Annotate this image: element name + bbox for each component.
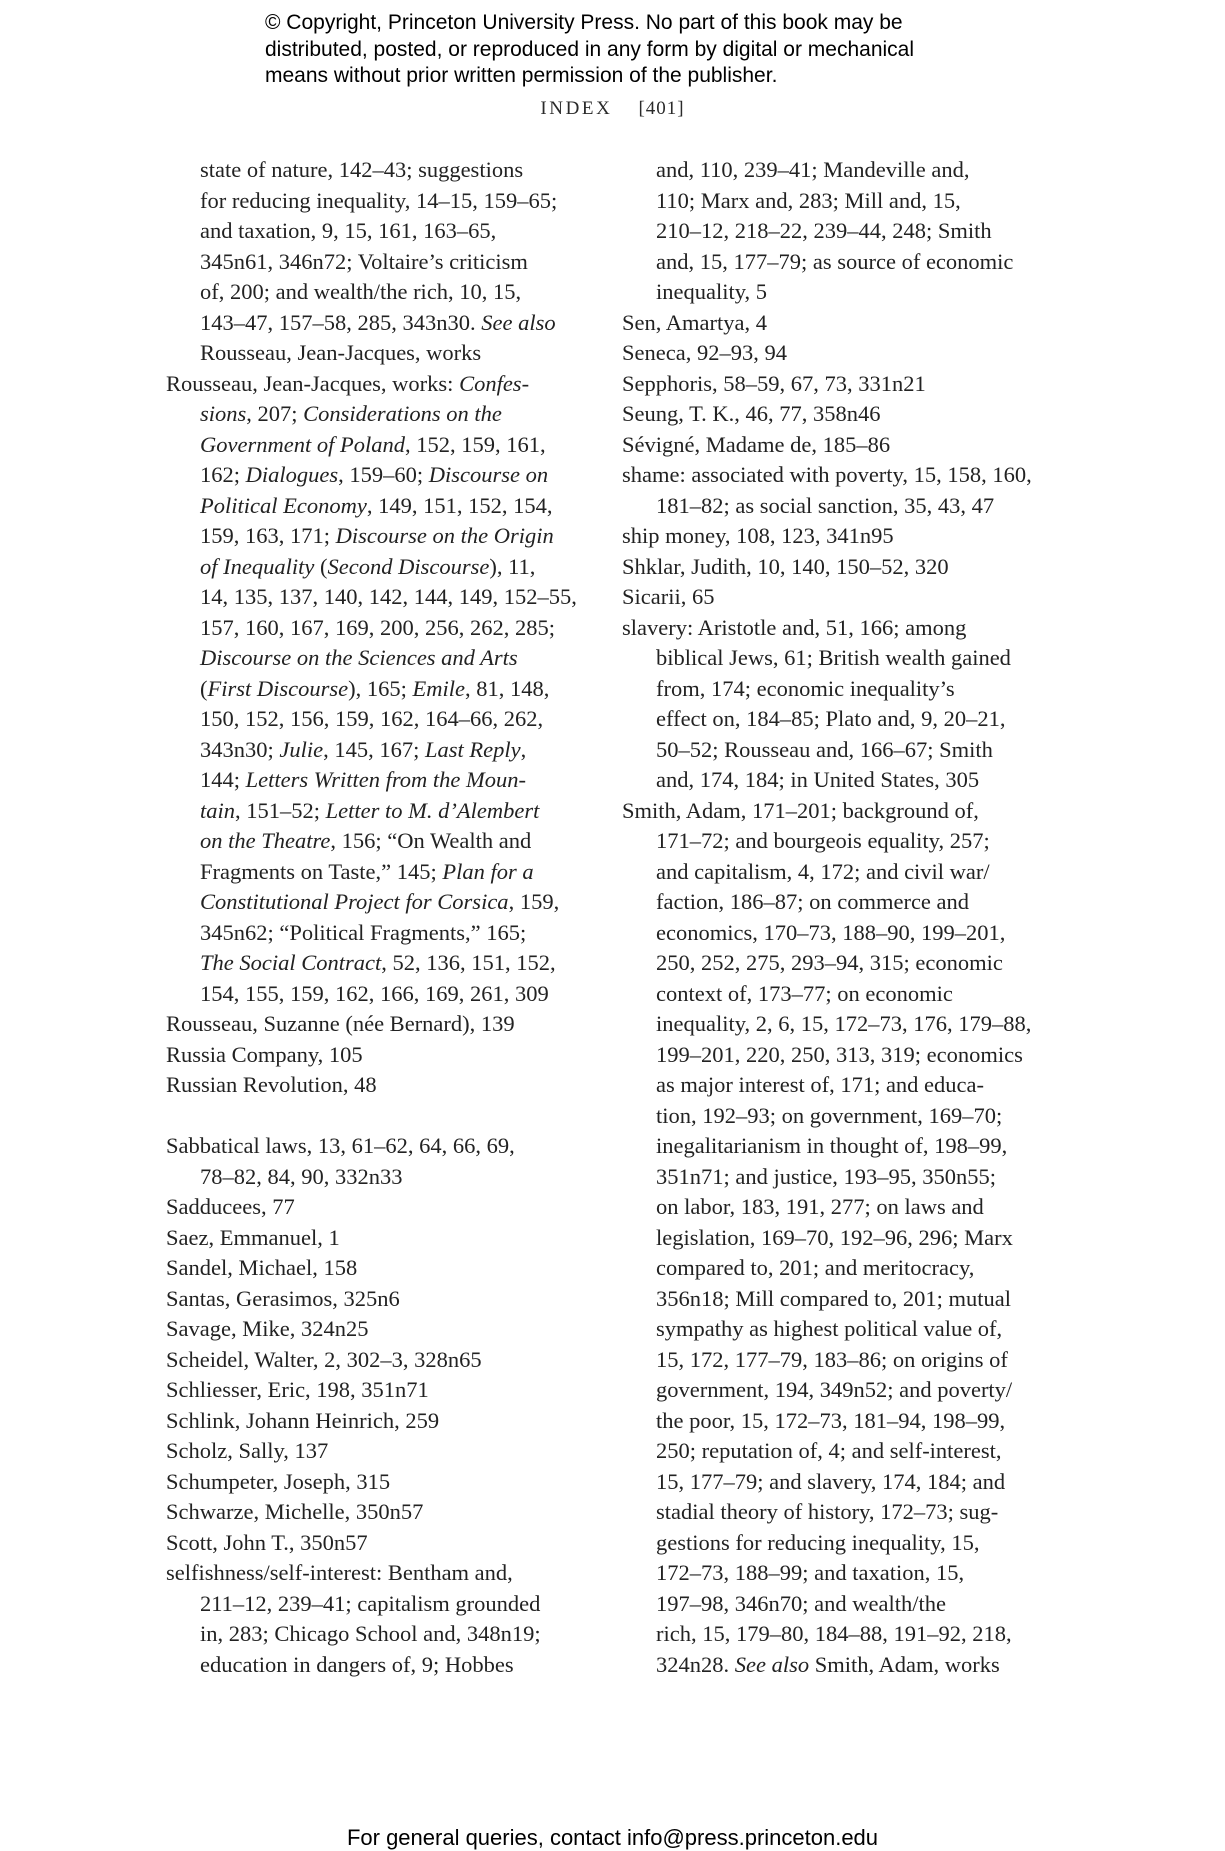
index-entry-continuation xyxy=(622,1345,1052,1376)
index-entry-continuation xyxy=(622,1162,1052,1193)
entry-text: inegalitarianism in thought of, 198–99, xyxy=(656,1133,1008,1158)
italic-title: Dialogues xyxy=(245,462,339,487)
entry-text: Shklar, Judith, 10, 140, 150–52, 320 xyxy=(622,553,949,579)
entry-text: and, 15, 177–79; as source of economic xyxy=(656,248,1014,274)
index-entry xyxy=(622,369,1052,400)
entry-text: Sepphoris, 58–59, 67, 73, 331n21 xyxy=(622,370,926,396)
index-entry-continuation xyxy=(166,216,586,247)
index-entry-continuation xyxy=(622,887,1052,918)
entry-text: , 152, 159, 161, xyxy=(404,431,546,457)
index-entry-continuation xyxy=(166,460,586,491)
italic-title: tain xyxy=(200,797,236,823)
entry-text: 159, 163, 171; xyxy=(200,523,336,548)
index-entry xyxy=(166,1314,586,1345)
entry-text: Schwarze, Michelle, 350n57 xyxy=(166,1499,424,1524)
entry-text: Sandel, Michael, 158 xyxy=(166,1255,358,1280)
index-entry xyxy=(622,460,1052,491)
entry-text: Schliesser, Eric, 198, 351n71 xyxy=(166,1377,429,1402)
entry-text: 345n61, 346n72; Voltaire’s criticism xyxy=(200,248,528,274)
entry-text: inequality, 2, 6, 15, 172–73, 176, 179–88, xyxy=(656,1011,1032,1036)
entry-text: Rousseau, Suzanne (née Bernard), 139 xyxy=(166,1011,515,1036)
index-entry-continuation xyxy=(166,1589,586,1620)
index-entry xyxy=(166,1284,586,1315)
index-entry xyxy=(166,1345,586,1376)
index-entry-continuation xyxy=(166,186,586,217)
index-entry-continuation xyxy=(622,1406,1052,1437)
entry-text: Seneca, 92–93, 94 xyxy=(622,340,787,365)
index-entry-continuation xyxy=(622,1497,1052,1528)
entry-text: ( xyxy=(200,675,208,701)
italic-title: See also xyxy=(481,309,556,335)
entry-text: Savage, Mike, 324n25 xyxy=(166,1316,369,1341)
entry-text: Seung, T. K., 46, 77, 358n46 xyxy=(622,401,881,426)
index-entry-continuation xyxy=(166,857,586,888)
index-entry xyxy=(622,613,1052,644)
entry-text: , 207; xyxy=(246,401,304,426)
entry-text: and, 110, 239–41; Mandeville and, xyxy=(656,157,970,182)
entry-text: Sen, Amartya, 4 xyxy=(622,309,767,335)
index-entry-continuation xyxy=(622,1314,1052,1345)
entry-text: Sévigné, Madame de, 185–86 xyxy=(622,431,891,457)
entry-text: 250; reputation of, 4; and self-interest, xyxy=(656,1438,1002,1463)
index-entry-continuation xyxy=(622,735,1052,766)
entry-text: Russian Revolution, 48 xyxy=(166,1072,377,1097)
italic-title: sions xyxy=(200,401,247,426)
letter-group-spacer xyxy=(166,1101,586,1132)
entry-text: state of nature, 142–43; suggestions xyxy=(200,157,524,182)
index-entry-continuation xyxy=(166,399,586,430)
index-entry xyxy=(166,369,586,400)
entry-text: 250, 252, 275, 293–94, 315; economic xyxy=(656,950,1003,975)
index-entry xyxy=(622,521,1052,552)
entry-text: , 52, 136, 151, 152, xyxy=(381,950,556,975)
index-entry-continuation xyxy=(166,826,586,857)
italic-title: Confes- xyxy=(459,370,530,396)
index-entry xyxy=(166,1070,586,1101)
entry-text: Russia Company, 105 xyxy=(166,1041,363,1067)
page-number: [401] xyxy=(638,98,685,119)
entry-text: Sadducees, 77 xyxy=(166,1194,295,1219)
entry-text: Schumpeter, Joseph, 315 xyxy=(166,1468,391,1494)
entry-text: 14, 135, 137, 140, 142, 144, 149, 152–55, xyxy=(200,584,577,609)
index-entry-continuation xyxy=(166,1650,586,1681)
index-entry-continuation xyxy=(622,186,1052,217)
entry-text: Rousseau, Jean-Jacques, works: xyxy=(166,370,460,396)
index-entry-continuation xyxy=(622,1650,1052,1681)
entry-text: Smith, Adam, works xyxy=(809,1651,1000,1677)
index-entry-continuation xyxy=(622,674,1052,705)
index-entry-continuation xyxy=(166,308,586,339)
entry-text: Rousseau, Jean-Jacques, works xyxy=(200,340,482,365)
index-entry-continuation xyxy=(622,948,1052,979)
index-entry-continuation xyxy=(166,338,586,369)
index-entry xyxy=(166,1192,586,1223)
copyright-notice xyxy=(265,10,985,90)
index-entry-continuation xyxy=(622,1253,1052,1284)
entry-text: , 145, 167; xyxy=(323,736,426,762)
entry-text: rich, 15, 179–80, 184–88, 191–92, 218, xyxy=(656,1621,1012,1646)
entry-text: education in dangers of, 9; Hobbes xyxy=(200,1651,514,1677)
entry-text: , xyxy=(520,736,527,762)
index-entry-continuation xyxy=(166,735,586,766)
entry-text: effect on, 184–85; Plato and, 9, 20–21, xyxy=(656,706,1006,731)
index-entry xyxy=(166,1040,586,1071)
entry-text: of, 200; and wealth/the rich, 10, 15, xyxy=(200,279,522,304)
entry-text: Saez, Emmanuel, 1 xyxy=(166,1224,340,1250)
index-entry-continuation xyxy=(166,979,586,1010)
entry-text: ), 11, xyxy=(489,553,536,579)
entry-text: 50–52; Rousseau and, 166–67; Smith xyxy=(656,736,993,762)
index-entry-continuation xyxy=(166,430,586,461)
entry-text: Scott, John T., 350n57 xyxy=(166,1529,368,1555)
index-entry-continuation xyxy=(622,1101,1052,1132)
entry-text: Sabbatical laws, 13, 61–62, 64, 66, 69, xyxy=(166,1133,515,1158)
entry-text: 172–73, 188–99; and taxation, 15, xyxy=(656,1560,965,1585)
italic-title: Discourse on the Origin xyxy=(335,523,554,548)
entry-text: 15, 177–79; and slavery, 174, 184; and xyxy=(656,1468,1006,1494)
entry-text: government, 194, 349n52; and poverty/ xyxy=(656,1377,1013,1402)
italic-title: Second Discourse xyxy=(327,553,490,579)
entry-text: tion, 192–93; on government, 169–70; xyxy=(656,1102,1003,1128)
italic-title: of Inequality xyxy=(200,553,315,579)
index-entry-continuation xyxy=(166,704,586,735)
entry-text: inequality, 5 xyxy=(656,279,768,304)
index-entry xyxy=(622,338,1052,369)
index-entry-continuation xyxy=(622,704,1052,735)
index-entry-continuation xyxy=(166,887,586,918)
entry-text: 181–82; as social sanction, 35, 43, 47 xyxy=(656,492,995,518)
index-entry-continuation xyxy=(166,643,586,674)
index-entry xyxy=(166,1009,586,1040)
index-entry-continuation xyxy=(166,948,586,979)
entry-text: , 156; “On Wealth and xyxy=(330,828,532,853)
index-entry-continuation xyxy=(166,796,586,827)
italic-title: Last Reply xyxy=(425,736,521,762)
index-entry xyxy=(166,1223,586,1254)
index-entry-continuation xyxy=(622,1467,1052,1498)
index-entry-continuation xyxy=(622,979,1052,1010)
index-entry-continuation xyxy=(166,552,586,583)
italic-title: on the Theatre xyxy=(200,828,331,853)
entry-text: ), 165; xyxy=(348,675,413,701)
italic-title: Government of Poland xyxy=(200,431,405,457)
entry-text: gestions for reducing inequality, 15, xyxy=(656,1529,980,1555)
index-entry xyxy=(622,399,1052,430)
index-entry-continuation xyxy=(166,491,586,522)
italic-title: Letters Written from the Moun- xyxy=(245,767,527,792)
index-entry xyxy=(166,1406,586,1437)
index-entry xyxy=(622,796,1052,827)
entry-text: Santas, Gerasimos, 325n6 xyxy=(166,1285,400,1311)
entry-text: 150, 152, 156, 159, 162, 164–66, 262, xyxy=(200,706,544,731)
entry-text: 324n28. xyxy=(656,1651,735,1677)
index-entry-continuation xyxy=(166,765,586,796)
index-entry-continuation xyxy=(622,765,1052,796)
index-entry xyxy=(622,308,1052,339)
index-entry-continuation xyxy=(166,613,586,644)
index-entry-continuation xyxy=(622,1223,1052,1254)
entry-text: 210–12, 218–22, 239–44, 248; Smith xyxy=(656,218,992,243)
entry-text: context of, 173–77; on economic xyxy=(656,980,953,1006)
index-entry-continuation xyxy=(622,1436,1052,1467)
index-entry-continuation xyxy=(622,491,1052,522)
entry-text: and taxation, 9, 15, 161, 163–65, xyxy=(200,218,497,243)
entry-text: 351n71; and justice, 193–95, 350n55; xyxy=(656,1163,996,1189)
entry-text: biblical Jews, 61; British wealth gained xyxy=(656,645,1011,670)
index-entry-continuation xyxy=(622,643,1052,674)
index-entry-continuation xyxy=(622,918,1052,949)
italic-title: Political Economy xyxy=(200,492,367,518)
italic-title: Letter to M. d’Alembert xyxy=(325,797,540,823)
index-entry-continuation xyxy=(622,1619,1052,1650)
entry-text: ship money, 108, 123, 341n95 xyxy=(622,523,894,548)
entry-text: 15, 172, 177–79, 183–86; on origins of xyxy=(656,1346,1008,1372)
entry-text: , 159–60; xyxy=(338,462,429,487)
entry-text: 162; xyxy=(200,462,246,487)
entry-text: Smith, Adam, 171–201; background of, xyxy=(622,797,979,823)
index-entry-continuation xyxy=(622,1131,1052,1162)
entry-text: and, 174, 184; in United States, 305 xyxy=(656,767,980,792)
entry-text: 78–82, 84, 90, 332n33 xyxy=(200,1163,403,1189)
entry-text: slavery: Aristotle and, 51, 166; among xyxy=(622,614,967,640)
entry-text: 343n30; xyxy=(200,736,280,762)
index-column-right xyxy=(622,155,1052,1680)
index-entry-continuation xyxy=(166,155,586,186)
entry-text: 143–47, 157–58, 285, 343n30. xyxy=(200,309,482,335)
italic-title: Emile xyxy=(412,675,465,701)
index-entry-continuation xyxy=(622,1070,1052,1101)
italic-title: Considerations on the xyxy=(303,401,502,426)
index-entry xyxy=(166,1253,586,1284)
italic-title: Discourse on the Sciences and Arts xyxy=(200,645,518,670)
index-entry-continuation xyxy=(622,1589,1052,1620)
index-entry-continuation xyxy=(166,674,586,705)
entry-text: , 151–52; xyxy=(235,797,326,823)
index-entry-continuation xyxy=(622,216,1052,247)
entry-text: 356n18; Mill compared to, 201; mutual xyxy=(656,1285,1011,1311)
copyright-line: © Copyright, Princeton University Press. No part of this book may be xyxy=(265,11,903,34)
italic-title: Julie xyxy=(279,736,324,762)
index-entry-continuation xyxy=(166,521,586,552)
index-entry xyxy=(166,1558,586,1589)
italic-title: Plan for a xyxy=(442,858,534,884)
running-head-title: INDEX xyxy=(540,98,613,119)
entry-text: selfishness/self-interest: Bentham and, xyxy=(166,1560,513,1585)
entry-text: 144; xyxy=(200,767,246,792)
entry-text: 211–12, 239–41; capitalism grounded xyxy=(200,1590,541,1616)
index-entry-continuation xyxy=(166,277,586,308)
index-column-left xyxy=(166,155,586,1680)
italic-title: See also xyxy=(734,1651,810,1677)
entry-text: on labor, 183, 191, 277; on laws and xyxy=(656,1194,984,1219)
italic-title: Discourse on xyxy=(428,462,549,487)
entry-text: , 159, xyxy=(508,889,560,914)
entry-text: and capitalism, 4, 172; and civil war/ xyxy=(656,858,990,884)
entry-text: , 81, 148, xyxy=(464,675,550,701)
italic-title: Constitutional Project for Corsica xyxy=(200,889,509,914)
footer-contact: For general queries, contact info@press.princeton.edu xyxy=(346,1825,879,1850)
entry-text: economics, 170–73, 188–90, 199–201, xyxy=(656,919,1006,945)
index-entry xyxy=(166,1497,586,1528)
index-entry-continuation xyxy=(166,918,586,949)
index-entry-continuation xyxy=(622,1284,1052,1315)
entry-text: 197–98, 346n70; and wealth/the xyxy=(656,1590,946,1616)
entry-text: Scheidel, Walter, 2, 302–3, 328n65 xyxy=(166,1346,482,1372)
entry-text: compared to, 201; and meritocracy, xyxy=(656,1255,975,1280)
index-entry-continuation xyxy=(622,1009,1052,1040)
entry-text: the poor, 15, 172–73, 181–94, 198–99, xyxy=(656,1407,1006,1433)
entry-text: from, 174; economic inequality’s xyxy=(656,675,955,701)
entry-text: legislation, 169–70, 192–96, 296; Marx xyxy=(656,1224,1013,1250)
entry-text: 199–201, 220, 250, 313, 319; economics xyxy=(656,1041,1023,1067)
entry-text: , 149, 151, 152, 154, xyxy=(366,492,553,518)
entry-text: in, 283; Chicago School and, 348n19; xyxy=(200,1621,541,1646)
entry-text: 110; Marx and, 283; Mill and, 15, xyxy=(656,187,961,213)
entry-text: Sicarii, 65 xyxy=(622,584,715,609)
entry-text: 154, 155, 159, 162, 166, 169, 261, 309 xyxy=(200,980,549,1006)
index-entry-continuation xyxy=(622,1558,1052,1589)
index-entry xyxy=(166,1528,586,1559)
index-entry-continuation xyxy=(622,247,1052,278)
index-entry-continuation xyxy=(622,826,1052,857)
entry-text: sympathy as highest political value of, xyxy=(656,1316,1003,1341)
running-head xyxy=(0,98,1225,120)
index-entry-continuation xyxy=(622,1040,1052,1071)
entry-text: 171–72; and bourgeois equality, 257; xyxy=(656,828,990,853)
index-entry xyxy=(166,1467,586,1498)
entry-text: for reducing inequality, 14–15, 159–65; xyxy=(200,187,558,213)
index-entry-continuation xyxy=(622,277,1052,308)
index-entry-continuation xyxy=(166,1619,586,1650)
entry-text: ( xyxy=(314,553,328,579)
index-entry xyxy=(622,430,1052,461)
entry-text: Scholz, Sally, 137 xyxy=(166,1438,329,1463)
index-entry-continuation xyxy=(166,582,586,613)
index-entry-continuation xyxy=(622,1192,1052,1223)
index-entry-continuation xyxy=(622,155,1052,186)
entry-text: shame: associated with poverty, 15, 158, 160, xyxy=(622,462,1032,487)
entry-text: 157, 160, 167, 169, 200, 256, 262, 285; xyxy=(200,614,556,640)
italic-title: First Discourse xyxy=(207,675,349,701)
index-entry-continuation xyxy=(166,247,586,278)
index-entry-continuation xyxy=(622,1528,1052,1559)
index-entry xyxy=(166,1131,586,1162)
entry-text: faction, 186–87; on commerce and xyxy=(656,889,970,914)
entry-text: Fragments on Taste,” 145; xyxy=(200,858,443,884)
index-entry-continuation xyxy=(166,1162,586,1193)
entry-text: 345n62; “Political Fragments,” 165; xyxy=(200,919,527,945)
copyright-line: means without prior written permission of the publisher. xyxy=(265,64,778,87)
copyright-line: distributed, posted, or reproduced in any form by digital or mechanical xyxy=(265,37,915,61)
index-entry xyxy=(622,582,1052,613)
entry-text: stadial theory of history, 172–73; sug- xyxy=(656,1499,999,1524)
italic-title: The Social Contract xyxy=(200,950,382,975)
entry-text: as major interest of, 171; and educa- xyxy=(656,1072,985,1097)
index-entry-continuation xyxy=(622,1375,1052,1406)
index-entry xyxy=(622,552,1052,583)
index-entry xyxy=(166,1436,586,1467)
index-entry xyxy=(166,1375,586,1406)
index-entry-continuation xyxy=(622,857,1052,888)
entry-text: Schlink, Johann Heinrich, 259 xyxy=(166,1407,440,1433)
